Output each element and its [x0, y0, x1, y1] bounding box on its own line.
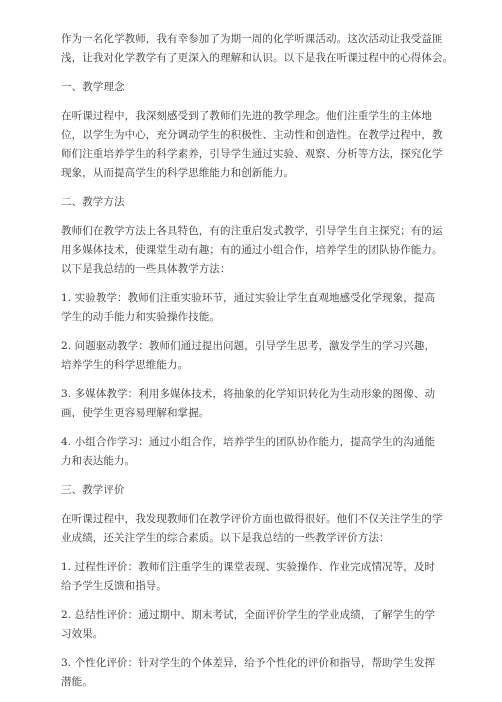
text-line: 位，以学生为中心，充分调动学生的积极性、主动性和创造性。在教学过程中，教 [61, 129, 443, 141]
text-line: 4. 小组合作学习：通过小组合作，培养学生的团队协作能力，提高学生的沟通能 [61, 436, 436, 448]
document-page [61, 30, 454, 702]
list-item [61, 606, 445, 644]
section-paragraph [61, 107, 445, 183]
section-paragraph [61, 222, 445, 279]
text-line: 用多媒体技术，使课堂生动有趣；有的通过小组合作，培养学生的团队协作能力。 [61, 244, 443, 256]
text-line: 1. 过程性评价：教师们注重学生的课堂表现、实验操作、作业完成情况等，及时 [61, 561, 436, 573]
text-line: 力和表达能力。 [61, 455, 136, 467]
text-line: 培养学生的科学思维能力。 [61, 359, 189, 371]
section-heading: 二、教学方法 [61, 196, 125, 208]
text-line: 在听课过程中，我发现教师们在教学评价方面也做得很好。他们不仅关注学生的学 [61, 513, 443, 525]
list-item [61, 289, 445, 327]
text-line: 教师们在教学方法上各具特色，有的注重启发式教学，引导学生自主探究；有的运 [61, 225, 443, 237]
section-heading: 一、教学理念 [61, 81, 125, 93]
list-item [61, 558, 445, 596]
text-line: 业成绩，还关注学生的综合素质。以下是我总结的一些教学评价方法： [61, 532, 390, 544]
text-line: 3. 个性化评价：针对学生的个体差异，给予个性化的评价和指导，帮助学生发挥 [61, 657, 436, 669]
list-item [61, 654, 445, 692]
section-heading: 三、教学评价 [61, 484, 125, 496]
text-line: 3. 多媒体教学：利用多媒体技术，将抽象的化学知识转化为生动形象的图像、动 [61, 388, 436, 400]
list-item [61, 385, 445, 423]
text-line: 学生的动手能力和实验操作技能。 [61, 311, 220, 323]
intro-paragraph [61, 30, 454, 68]
text-line: 潜能。 [61, 676, 93, 688]
text-line: 以下是我总结的一些具体教学方法： [61, 263, 231, 275]
section-paragraph [61, 510, 445, 548]
text-line: 在听课过程中，我深刻感受到了教师们先进的教学理念。他们注重学生的主体地 [61, 110, 432, 122]
text-line: 浅，让我对化学教学有了更深入的理解和认识。以下是我在听课过程中的心得体会。 [61, 52, 454, 64]
text-line: 1. 实验教学：教师们注重实验环节，通过实验让学生直观地感受化学现象，提高 [61, 292, 436, 304]
text-line: 现象，从而提高学生的科学思维能力和创新能力。 [61, 167, 295, 179]
text-line: 作为一名化学教师，我有幸参加了为期一周的化学听课活动。这次活动让我受益匪 [61, 33, 443, 45]
text-line: 2. 总结性评价：通过期中、期末考试，全面评价学生的学业成绩，了解学生的学 [61, 609, 436, 621]
text-line: 2. 问题驱动教学：教师们通过提出问题，引导学生思考，激发学生的学习兴趣， [61, 340, 436, 352]
text-line: 习效果。 [61, 628, 104, 640]
list-item [61, 337, 445, 375]
text-line: 画，使学生更容易理解和掌握。 [61, 407, 210, 419]
text-line: 师们注重培养学生的科学素养，引导学生通过实验、观察、分析等方法，探究化学 [61, 148, 443, 160]
list-item [61, 433, 445, 471]
text-line: 给予学生反馈和指导。 [61, 580, 167, 592]
